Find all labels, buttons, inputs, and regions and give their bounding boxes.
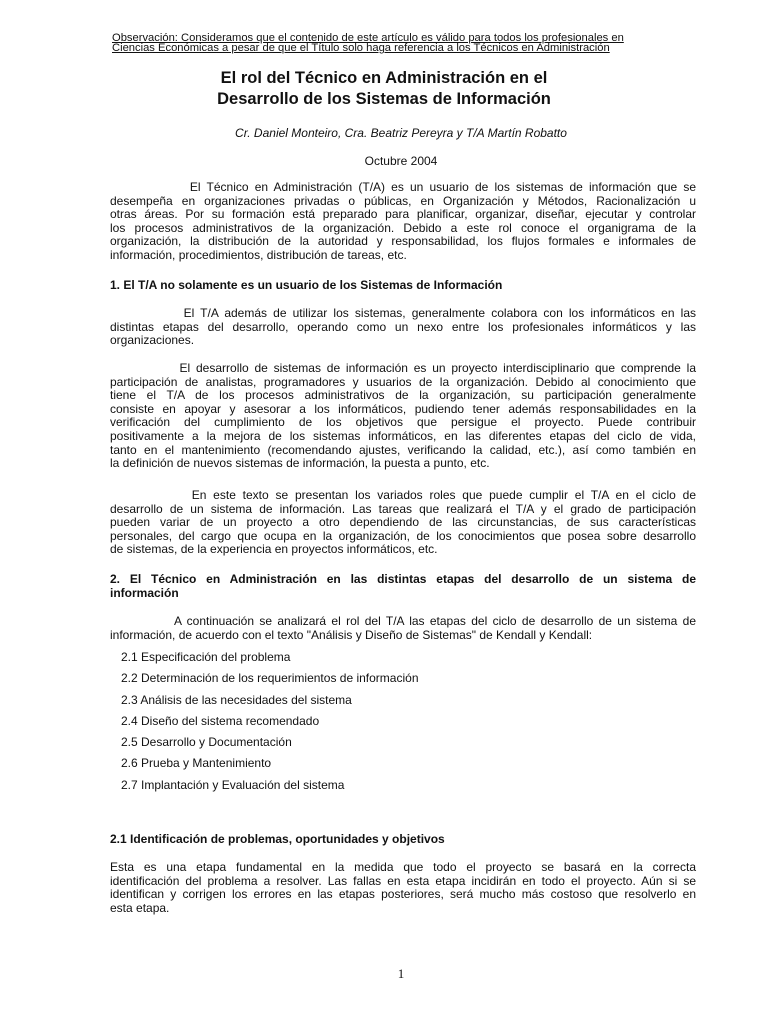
heading-line: 2.1 Identificación de problemas, oportunidades y objetivos bbox=[110, 832, 445, 846]
list-item: 2.5 Desarrollo y Documentación bbox=[121, 735, 292, 750]
list-item: 2.3 Análisis de las necesidades del sistema bbox=[121, 692, 352, 707]
paragraph-line: organizaciones. bbox=[110, 333, 195, 348]
section-2-1-heading bbox=[110, 833, 696, 847]
paragraph-line: participación de analistas, programadores y usuarios de la organización. Debido al conocimiento que bbox=[110, 374, 696, 389]
paragraph-line: Esta es una etapa fundamental en la medida que todo el proyecto se basará en la correcta bbox=[110, 860, 696, 874]
intro-paragraph bbox=[110, 181, 696, 263]
observation-note bbox=[112, 33, 672, 53]
paragraph-line: identificación del problema a resolver. Las fallas en esta etapa incidirán en todo el proyecto. Aún si se bbox=[110, 873, 696, 888]
paragraph-line: El Técnico en Administración (T/A) es un usuario de los sistemas de información que se bbox=[110, 180, 696, 194]
paragraph-line: El T/A además de utilizar los sistemas, generalmente colabora con los informáticos en las bbox=[110, 306, 696, 320]
list-item: 2.7 Implantación y Evaluación del sistema bbox=[121, 777, 345, 792]
paragraph-line: tanto en el mantenimiento (recomendando ajustes, verificando la calidad, etc.), así como también en bbox=[110, 442, 696, 457]
section-2-heading bbox=[110, 573, 696, 600]
page-number: 1 bbox=[397, 966, 405, 981]
stages-list bbox=[121, 650, 419, 799]
paragraph-line: información, de acuerdo con el texto "Análisis y Diseño de Sistemas" de Kendall y Kendall: bbox=[110, 627, 593, 642]
paragraph-line: En este texto se presentan los variados roles que puede cumplir el T/A en el ciclo de bbox=[110, 488, 696, 502]
paragraph-line: consiste en apoyar y asesorar a los informáticos, pudiendo tener además responsabilidades en la bbox=[110, 401, 696, 416]
paragraph-line: personales, del cargo que ocupa en la organización, de los conocimientos que posea sobre desarrollo bbox=[110, 528, 696, 543]
section-2-paragraph-1 bbox=[110, 615, 696, 642]
section-1-paragraph-1 bbox=[110, 307, 696, 348]
paragraph-line: organización, la distribución de la autoridad y responsabilidad, los flujos formales e informales de bbox=[110, 234, 696, 249]
list-item: 2.2 Determinación de los requerimientos de información bbox=[121, 671, 419, 686]
paragraph-line: pueden variar de un proyecto a otro dependiendo de las circunstancias, de sus características bbox=[110, 515, 696, 530]
paragraph-line: desarrollo de un sistema de información. Las tareas que realizará el T/A y el grado de participación bbox=[110, 501, 696, 516]
paragraph-line: otras áreas. Por su formación está preparado para planificar, organizar, diseñar, ejecutar y controlar bbox=[110, 207, 696, 222]
section-1-heading bbox=[110, 279, 696, 293]
document-title bbox=[0, 68, 768, 110]
heading-line: información bbox=[110, 585, 179, 600]
paragraph-line: distintas etapas del desarrollo, operando como un nexo entre los profesionales informáticos y las bbox=[110, 319, 696, 334]
paragraph-line: esta etapa. bbox=[110, 900, 170, 915]
title-line: Desarrollo de los Sistemas de Información bbox=[217, 90, 551, 108]
list-item: 2.4 Diseño del sistema recomendado bbox=[121, 713, 320, 728]
paragraph-line: El desarrollo de sistemas de información es un proyecto interdisciplinario que comprende la bbox=[110, 361, 696, 375]
paragraph-line: verificación del cumplimiento de los objetivos que persigue el proyecto. Puede contribuir bbox=[110, 415, 696, 430]
paragraph-line: los procesos administrativos de la organización. Debido a este rol conoce el organigrama de la bbox=[110, 220, 696, 235]
title-line: El rol del Técnico en Administración en el bbox=[220, 69, 548, 87]
paragraph-line: tiene el T/A de los procesos administrativos de la organización, su participación generalmente bbox=[110, 388, 696, 403]
section-1-paragraph-2 bbox=[110, 362, 696, 471]
list-item: 2.6 Prueba y Mantenimiento bbox=[121, 756, 272, 771]
paragraph-line: de sistemas, de la experiencia en proyectos informáticos, etc. bbox=[110, 542, 438, 557]
observation-note-line: Observación: Consideramos que el contenido de este artículo es válido para todos los profesionales en bbox=[112, 32, 624, 44]
paragraph-line: positivamente a la mejora de los sistemas informáticos, en las diferentes etapas del ciclo de vida, bbox=[110, 428, 696, 443]
paragraph-line: la definición de nuevos sistemas de información, la puesta a punto, etc. bbox=[110, 456, 490, 471]
section-2-1-paragraph bbox=[110, 861, 696, 915]
authors: Cr. Daniel Monteiro, Cra. Beatriz Pereyra y T/A Martín Robatto bbox=[235, 126, 567, 140]
paragraph-line: desempeña en organizaciones privadas o públicas, en Organización y Métodos, Racionalización u bbox=[110, 193, 696, 208]
heading-line: 1. El T/A no solamente es un usuario de los Sistemas de Información bbox=[110, 278, 503, 292]
paragraph-line: información, procedimientos, distribución de tareas, etc. bbox=[110, 247, 407, 262]
paragraph-line: identifican y corrigen los errores en las etapas posteriores, será mucho más costoso que resolverlo en bbox=[110, 887, 696, 902]
observation-note-line: Ciencias Económicas a pesar de que el Título solo haga referencia a los Técnicos en Administración bbox=[112, 42, 610, 54]
section-1-paragraph-3 bbox=[110, 489, 696, 557]
list-item: 2.1 Especificación del problema bbox=[121, 650, 291, 664]
paragraph-line: A continuación se analizará el rol del T/A las etapas del ciclo de desarrollo de un sistema de bbox=[110, 614, 696, 628]
heading-line: 2. El Técnico en Administración en las distintas etapas del desarrollo de un sistema de bbox=[110, 572, 696, 586]
publication-date: Octubre 2004 bbox=[364, 154, 438, 168]
